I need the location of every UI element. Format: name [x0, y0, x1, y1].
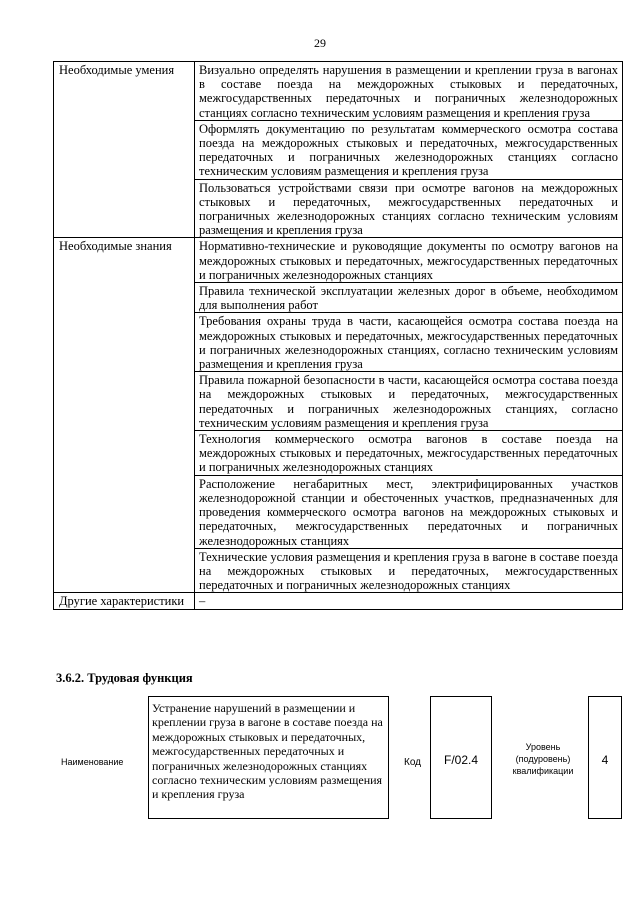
row-label-other: Другие характеристики — [54, 593, 195, 609]
function-code-box: F/02.4 — [430, 696, 492, 819]
skill-item: Оформлять документацию по результатам коммерческого осмотра состава поезда на междорожных стыковых и передаточных, межгосударственных передаточных и пограничных железнодорожных станциях согласно техническим условиям размещения и крепления груза — [195, 120, 623, 179]
function-name-box: Устранение нарушений в размещении и креплении груза в вагоне в составе поезда на междорожных стыковых и передаточных, межгосударственных передаточных и пограничных железнодорожных станциях согласно техническим условиям размещения и крепления груза — [148, 696, 389, 819]
knowledge-item: Расположение негабаритных мест, электрифицированных участков железнодорожной станции и обесточенных участков, предназначенных для проведения коммерческого осмотра вагонов на междорожных стыковых и передаточных, межгосударственных передаточных и пограничных железнодорожных станциях — [195, 475, 623, 548]
other-item: – — [195, 593, 623, 609]
knowledge-item: Технические условия размещения и крепления груза в вагоне в составе поезда на междорожных стыковых и передаточных, межгосударственных передаточных и пограничных железнодорожных станциях — [195, 548, 623, 593]
knowledge-item: Правила пожарной безопасности в части, касающейся осмотра состава поезда на междорожных стыковых и передаточных, межгосударственных передаточных и пограничных железнодорожных станциях, согласно техническим условиям размещения и крепления груза — [195, 372, 623, 431]
table-row — [54, 238, 623, 283]
qualification-level-label: Уровень (подуровень) квалификации — [512, 742, 574, 776]
knowledge-item: Технология коммерческого осмотра вагонов в составе поезда на междорожных стыковых и передаточных, межгосударственных передаточных и пограничных железнодорожных станциях — [195, 431, 623, 476]
table-row — [54, 593, 623, 609]
requirements-table — [53, 61, 623, 610]
row-label-skills: Необходимые умения — [54, 62, 195, 238]
knowledge-item: Нормативно-технические и руководящие документы по осмотру вагонов на междорожных стыковых и передаточных, межгосударственных передаточных и пограничных железнодорожных станциях — [195, 238, 623, 283]
skill-item: Пользоваться устройствами связи при осмотре вагонов на междорожных стыковых и передаточных, межгосударственных передаточных и пограничных железнодорожных станциях согласно техническим условиям размещения и крепления груза — [195, 179, 623, 238]
page-number: 29 — [314, 36, 326, 50]
code-label: Код — [404, 757, 422, 768]
knowledge-item: Правила технической эксплуатации железных дорог в объеме, необходимом для выполнения работ — [195, 283, 623, 313]
section-heading: 3.6.2. Трудовая функция — [56, 671, 193, 685]
skill-item: Визуально определять нарушения в размещении и креплении груза в вагонах в составе поезда на междорожных стыковых и передаточных, межгосударственных передаточных и пограничных железнодорожных станциях согласно техническим условиям размещения и крепления груза — [195, 62, 623, 121]
table-row — [54, 62, 623, 121]
knowledge-item: Требования охраны труда в части, касающейся осмотра состава поезда на междорожных стыковых и передаточных, межгосударственных передаточных и пограничных железнодорожных станциях, согласно техническим условиям размещения и крепления груза — [195, 313, 623, 372]
name-label: Наименование — [61, 757, 124, 767]
row-label-knowledge: Необходимые знания — [54, 238, 195, 593]
qualification-level-box: 4 — [588, 696, 622, 819]
